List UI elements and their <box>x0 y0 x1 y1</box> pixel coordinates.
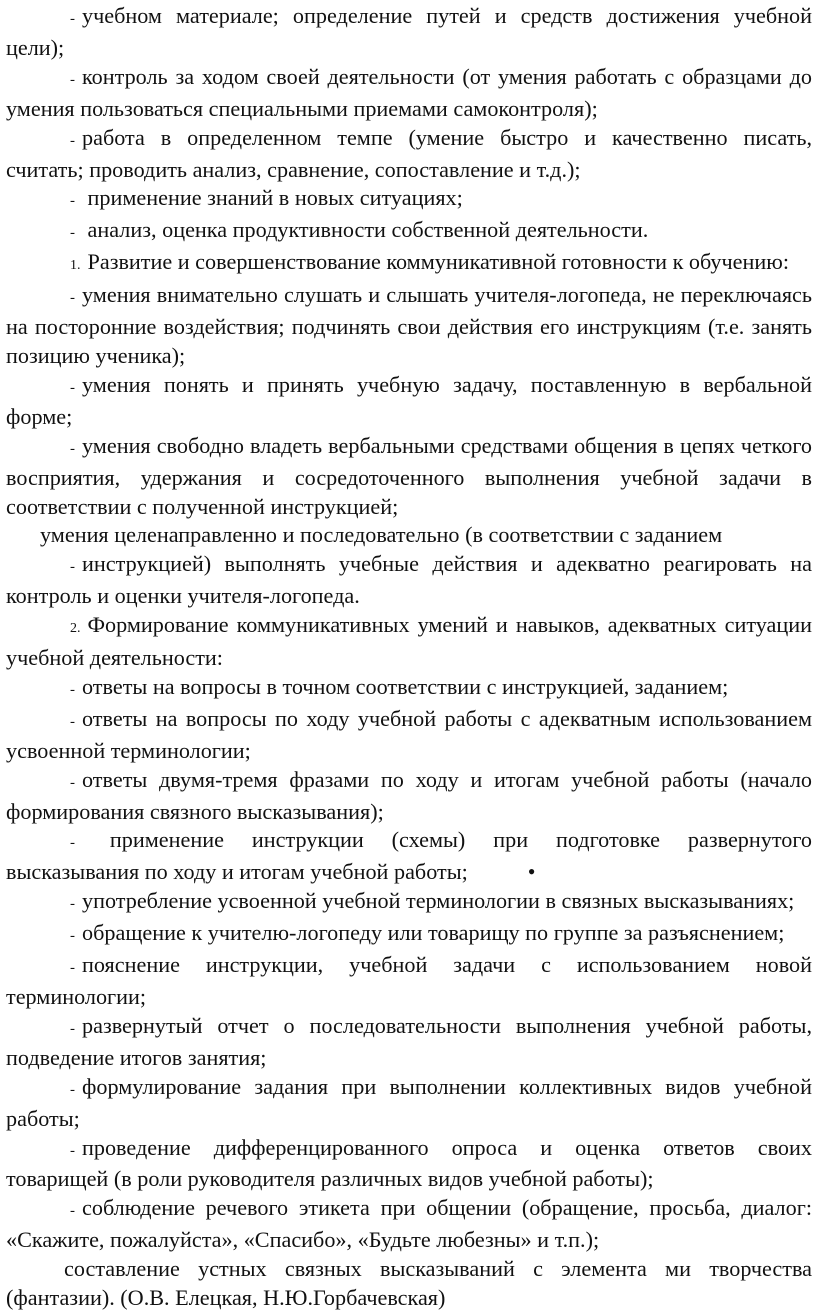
dash-marker: - <box>70 71 75 88</box>
list-item <box>6 184 812 216</box>
dash-marker: - <box>70 193 75 210</box>
list-item <box>6 673 812 705</box>
paragraph-text: составление устных связных высказываний с элемента ми творчества (фантазии). (О.В. Елецкая, Н.Ю.Горбачевская) <box>6 1256 812 1311</box>
list-item <box>6 124 812 185</box>
list-item <box>6 705 812 766</box>
paragraph-text: проведение дифференцированного опроса и оценка ответов своих товарищей (в роли руководителя различных видов учебной работы); <box>6 1134 812 1192</box>
dash-marker: - <box>70 681 75 698</box>
paragraph-text: анализ, оценка продуктивности собственной деятельности. <box>87 217 649 243</box>
paragraph-text: умения понять и принять учебную задачу, поставленную в вербальной форме; <box>6 371 812 429</box>
list-item <box>6 766 812 827</box>
paragraph-text: пояснение инструкции, учебной задачи с использованием новой терминологии; <box>6 952 812 1009</box>
paragraph-text: применение инструкции (схемы) при подготовке развернутого высказывания по ходу и итогам учебной работы; <box>6 827 813 885</box>
paragraph <box>6 521 812 550</box>
paragraph-text: ответы двумя-тремя фразами по ходу и итогам учебной работы (начало формирования связного высказывания); <box>6 766 812 824</box>
list-item <box>6 216 812 248</box>
list-item <box>6 432 812 522</box>
list-item <box>6 826 812 887</box>
paragraph-text: работа в определенном темпе (умение быстро и качественно писать, считать; проводить анализ, сравнение, сопоставление и т.д.); <box>6 124 812 182</box>
paragraph-text: применение знаний в новых ситуациях; <box>87 185 463 211</box>
paragraph-text: Формирование коммуникативных умений и навыков, адекватных ситуации учебной деятельности: <box>6 612 812 671</box>
citation-paragraph <box>6 1255 812 1313</box>
dash-marker: - <box>70 774 75 791</box>
section-heading <box>6 248 812 281</box>
dash-marker: - <box>70 896 75 913</box>
list-item <box>6 951 812 1012</box>
dash-marker: - <box>70 960 75 977</box>
dash-marker: - <box>70 1020 75 1037</box>
list-item <box>6 63 812 124</box>
list-item <box>6 2 812 63</box>
dash-marker: - <box>70 559 75 576</box>
list-item <box>6 1134 812 1195</box>
paragraph-text: ответы на вопросы по ходу учебной работы с адекватным использованием усвоенной терминологии; <box>6 705 812 763</box>
bullet-dot: • <box>527 859 536 885</box>
dash-marker: - <box>70 713 75 730</box>
paragraph-text: умения внимательно слушать и слышать учителя-логопеда, не переключаясь на посторонние воздействия; подчинять свои действия его инструкциям (т.е. занять позицию ученика); <box>6 282 812 368</box>
dash-marker: - <box>70 440 75 457</box>
list-item <box>6 550 812 611</box>
paragraph-text: соблюдение речевого этикета при общении (обращение, просьба, диалог: «Скажите, пожалуйста», «Спасибо», «Будьте любезны» и т.п.); <box>6 1195 812 1253</box>
paragraph-text: обращение к учителю-логопеду или товарищу по группе за разъяснением; <box>82 920 785 946</box>
dash-marker: - <box>70 379 75 396</box>
paragraph-text: ответы на вопросы в точном соответствии с инструкцией, заданием; <box>82 673 729 699</box>
list-item <box>6 1073 812 1134</box>
list-item <box>6 1012 812 1073</box>
dash-marker: - <box>70 1203 75 1220</box>
dash-marker: - <box>70 1081 75 1098</box>
paragraph-text: формулирование задания при выполнении коллективных видов учебной работы; <box>6 1073 812 1131</box>
dash-marker: - <box>70 225 75 242</box>
paragraph-text: инструкцией) выполнять учебные действия и адекватно реагировать на контроль и оценки учителя-логопеда. <box>6 551 812 609</box>
paragraph-text: умения свободно владеть вербальными средствами общения в цепях четкого восприятия, удержания и сосредоточенного выполнения учебной задачи в соответствии с полученной инструкцией; <box>6 432 812 519</box>
dash-marker: - <box>70 290 75 307</box>
list-item <box>6 371 812 432</box>
section-number: 1. <box>70 258 81 274</box>
dash-marker: - <box>70 835 75 852</box>
list-item <box>6 919 812 951</box>
paragraph-text: контроль за ходом своей деятельности (от умения работать с образцами до умения пользоваться специальными приемами самоконтроля); <box>6 63 812 121</box>
paragraph-text: развернутый отчет о последовательности выполнения учебной работы, подведение итогов занятия; <box>6 1012 812 1070</box>
section-heading <box>6 611 812 673</box>
paragraph-text: употребление усвоенной учебной терминологии в связных высказываниях; <box>82 888 795 914</box>
dash-marker: - <box>70 11 75 27</box>
section-number: 2. <box>70 621 81 637</box>
list-item <box>6 887 812 919</box>
list-item <box>6 1194 812 1255</box>
list-item <box>6 281 812 371</box>
paragraph-text: умения целенаправленно и последовательно (в соответствии с заданием <box>40 522 723 548</box>
paragraph-text: Развитие и совершенствование коммуникативной готовности к обучению: <box>87 249 790 275</box>
dash-marker: - <box>70 928 75 945</box>
dash-marker: - <box>70 132 75 149</box>
paragraph-text: учебном материале; определение путей и средств достижения учебной цели); <box>6 3 812 60</box>
dash-marker: - <box>70 1142 75 1159</box>
